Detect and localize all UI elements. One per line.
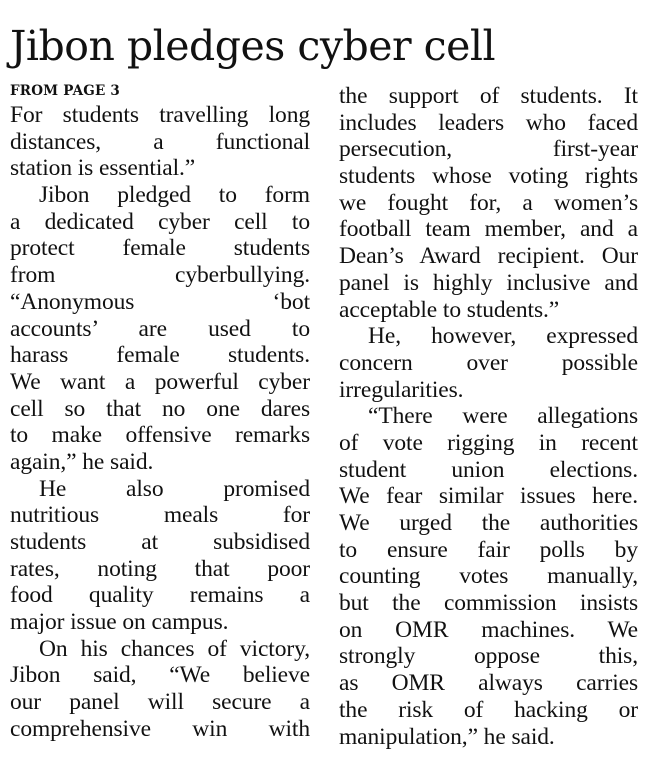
text-line: students at subsidised <box>10 529 310 555</box>
text-line: but the commission insists <box>339 590 638 617</box>
text-line: counting votes manually, <box>339 563 638 590</box>
text-line: on OMR machines. We <box>339 616 638 643</box>
text-line: distances, a functional <box>10 128 310 155</box>
text-line: includes leaders who faced <box>339 109 638 136</box>
text-line: food quality remains a <box>10 582 310 609</box>
headline: Jibon pledges cyber cell <box>10 22 496 70</box>
text-line: a dedicated cyber cell to <box>10 208 310 235</box>
text-line: again,” he said. <box>10 448 154 475</box>
text-line: panel is highly inclusive and <box>339 269 638 296</box>
text-line: persecution, first-year <box>339 136 638 163</box>
right-column-text <box>339 83 638 750</box>
article-column-left <box>10 83 310 743</box>
text-line: to ensure fair polls by <box>339 536 638 563</box>
text-line: our panel will secure a <box>10 689 310 716</box>
text-line: comprehensive win with <box>10 715 310 742</box>
text-line: accounts’ are used to <box>10 315 310 342</box>
text-line: the risk of hacking or <box>339 696 638 723</box>
text-line: station is essential.” <box>10 155 196 182</box>
text-line: the support of students. It <box>339 83 638 109</box>
text-line: concern over possible <box>339 349 638 376</box>
text-line: harass female students. <box>10 342 310 369</box>
text-line: of vote rigging in recent <box>339 429 638 456</box>
text-line: We urged the authorities <box>339 510 638 536</box>
text-line: acceptable to students.” <box>339 296 560 323</box>
text-line: we fought for, a women’s <box>339 189 638 216</box>
text-line: students whose voting rights <box>339 163 638 190</box>
text-line: On his chances of victory, <box>39 635 310 662</box>
text-line: rates, noting that poor <box>10 555 310 582</box>
text-line: from cyberbullying. <box>10 262 310 289</box>
text-line: as OMR always carries <box>339 670 638 697</box>
text-line: irregularities. <box>339 376 464 403</box>
text-line: cell so that no one dares <box>10 395 310 422</box>
text-line: “There were allegations <box>368 403 638 430</box>
text-line: manipulation,” he said. <box>339 723 555 750</box>
text-line: He also promised <box>39 475 310 502</box>
text-line: major issue on campus. <box>10 609 229 636</box>
text-line: We want a powerful cyber <box>10 368 310 395</box>
text-line: Dean’s Award recipient. Our <box>339 243 638 270</box>
text-line: For students travelling long <box>10 102 310 128</box>
text-line: strongly oppose this, <box>339 643 638 670</box>
page-reference-kicker: FROM PAGE 3 <box>10 83 120 99</box>
text-line: nutritious meals for <box>10 502 310 529</box>
text-line: football team member, and a <box>339 216 638 243</box>
article-column-right <box>339 83 638 750</box>
text-line: He, however, expressed <box>368 323 638 350</box>
text-line: protect female students <box>10 235 310 262</box>
left-column-text <box>10 102 310 743</box>
text-line: Jibon said, “We believe <box>10 662 310 689</box>
text-line: Jibon pledged to form <box>39 182 310 209</box>
text-line: “Anonymous ‘bot <box>10 288 310 315</box>
text-line: We fear similar issues here. <box>339 483 638 510</box>
text-line: to make offensive remarks <box>10 422 310 449</box>
text-line: student union elections. <box>339 456 638 483</box>
